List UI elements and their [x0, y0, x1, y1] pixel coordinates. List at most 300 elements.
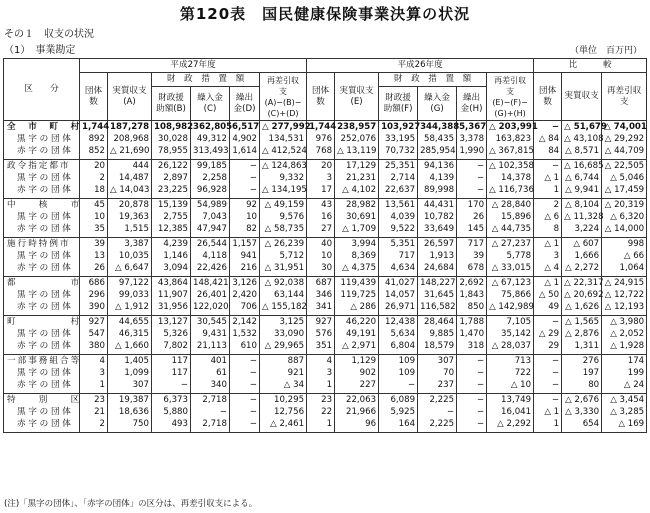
- cell-value: 313,493: [191, 145, 230, 160]
- cell-value: △ 66: [602, 250, 647, 262]
- header-kuridashi-27: 繰出金(D): [230, 87, 260, 121]
- table-row: [4, 394, 647, 407]
- row-label: 赤 字 の 団 体: [4, 301, 80, 316]
- cell-value: 108,982: [152, 121, 191, 134]
- cell-value: 4,634: [379, 262, 418, 277]
- cell-value: 3,224: [562, 223, 602, 238]
- cell-value: 1,614: [230, 145, 260, 160]
- cell-value: 46,220: [335, 316, 379, 329]
- cell-value: 187,278: [108, 121, 152, 134]
- cell-value: △ 13,119: [335, 145, 379, 160]
- cell-value: △ 31,951: [260, 262, 307, 277]
- cell-value: 31,645: [418, 289, 457, 301]
- cell-value: 109: [379, 355, 418, 368]
- header-count-26: 団体数: [307, 73, 335, 121]
- cell-value: −: [379, 379, 418, 394]
- cell-value: △ 29: [534, 328, 562, 340]
- cell-value: 30,691: [335, 211, 379, 223]
- cell-value: 5,367: [457, 121, 487, 134]
- cell-value: 3,126: [230, 277, 260, 290]
- cell-value: △ 22,317: [562, 277, 602, 290]
- cell-value: △ 44,709: [602, 145, 647, 160]
- cell-value: 3,378: [457, 133, 487, 145]
- row-label: 全 市 町 村: [4, 121, 80, 134]
- cell-value: 921: [260, 367, 307, 379]
- header-fy26: 平成26年度: [307, 59, 534, 73]
- cell-value: △ 3,330: [562, 406, 602, 418]
- cell-value: 1: [534, 184, 562, 199]
- cell-value: 998: [602, 238, 647, 251]
- cell-value: 21,966: [335, 406, 379, 418]
- cell-value: △ 134,195: [260, 184, 307, 199]
- cell-value: 238,957: [335, 121, 379, 134]
- cell-value: 2,225: [418, 394, 457, 407]
- cell-value: 7,802: [152, 340, 191, 355]
- cell-value: 103,927: [379, 121, 418, 134]
- cell-value: 686: [80, 277, 108, 290]
- cell-value: 902: [335, 367, 379, 379]
- cell-value: 706: [230, 301, 260, 316]
- cell-value: 285,954: [418, 145, 457, 160]
- cell-value: 318: [457, 340, 487, 355]
- cell-value: △ 2,971: [335, 340, 379, 355]
- cell-value: −: [457, 394, 487, 407]
- cell-value: −: [534, 367, 562, 379]
- cell-value: 768: [307, 145, 335, 160]
- table-row: [4, 367, 647, 379]
- cell-value: 4: [80, 355, 108, 368]
- cell-value: 99,185: [191, 160, 230, 173]
- cell-value: 2,714: [379, 172, 418, 184]
- cell-value: 2,692: [457, 277, 487, 290]
- header-cmp-saisa: 再差引収 支: [602, 73, 647, 121]
- cell-value: △ 22,505: [602, 160, 647, 173]
- cell-value: 941: [230, 250, 260, 262]
- cell-value: 1,913: [418, 250, 457, 262]
- cell-value: 1,788: [457, 316, 487, 329]
- cell-value: 49,191: [335, 328, 379, 340]
- cell-value: 7,105: [487, 316, 534, 329]
- cell-value: 6,373: [152, 394, 191, 407]
- table-row: [4, 238, 647, 251]
- cell-value: 22,426: [191, 262, 230, 277]
- cell-value: 119,439: [335, 277, 379, 290]
- cell-value: 11,907: [152, 289, 191, 301]
- cell-value: △ 74,001: [602, 121, 647, 134]
- cell-value: 362,805: [191, 121, 230, 134]
- cell-value: △ 29,292: [602, 133, 647, 145]
- cell-value: 276: [562, 355, 602, 368]
- cell-value: 10,035: [108, 250, 152, 262]
- cell-value: 380: [80, 340, 108, 355]
- subsection-heading: （1） 事業勘定: [4, 45, 76, 56]
- table-row: [4, 145, 647, 160]
- cell-value: 1,146: [152, 250, 191, 262]
- cell-value: 9,431: [191, 328, 230, 340]
- footnote: (注)「黒字の団体」、「赤字の団体」の区分は、再差引収支による。: [4, 499, 258, 509]
- cell-value: 96: [335, 418, 379, 433]
- cell-value: 390: [80, 301, 108, 316]
- table-row: [4, 211, 647, 223]
- cell-value: 13,561: [379, 199, 418, 212]
- cell-value: △ 1,709: [335, 223, 379, 238]
- cell-value: 29: [534, 340, 562, 355]
- header-zaisei-26: 財 政 措 置 額: [379, 73, 487, 87]
- cell-value: 26,122: [152, 160, 191, 173]
- table-header: [4, 59, 650, 121]
- cell-value: 8,369: [335, 250, 379, 262]
- cell-value: 44,431: [418, 199, 457, 212]
- cell-value: 927: [80, 316, 108, 329]
- cell-value: △ 6,744: [562, 172, 602, 184]
- cell-value: 344,388: [418, 121, 457, 134]
- cell-value: 26: [457, 211, 487, 223]
- cell-value: △ 84: [534, 133, 562, 145]
- cell-value: △ 4: [534, 262, 562, 277]
- cell-value: 1,129: [335, 355, 379, 368]
- cell-value: △ 3,454: [602, 394, 647, 407]
- cell-value: 2,420: [230, 289, 260, 301]
- cell-value: △ 367,815: [487, 145, 534, 160]
- cell-value: 18,579: [418, 340, 457, 355]
- cell-value: 145: [457, 223, 487, 238]
- cell-value: 1,311: [562, 340, 602, 355]
- cell-value: 1,064: [602, 262, 647, 277]
- cell-value: 20: [307, 160, 335, 173]
- cell-value: 30,028: [152, 133, 191, 145]
- cell-value: 13,749: [487, 394, 534, 407]
- cell-value: 3,387: [108, 238, 152, 251]
- cell-value: 10: [307, 250, 335, 262]
- cell-value: 3,125: [260, 316, 307, 329]
- cell-value: △ 6,647: [108, 262, 152, 277]
- cell-value: 208,968: [108, 133, 152, 145]
- cell-value: 346: [307, 289, 335, 301]
- cell-value: 80: [562, 379, 602, 394]
- cell-value: 89,998: [418, 184, 457, 199]
- cell-value: 9,332: [260, 172, 307, 184]
- cell-value: 19,363: [108, 211, 152, 223]
- cell-value: 30,545: [191, 316, 230, 329]
- cell-value: 2,142: [230, 316, 260, 329]
- cell-value: 2: [80, 418, 108, 433]
- cell-value: 16: [307, 211, 335, 223]
- cell-value: 6,804: [379, 340, 418, 355]
- cell-value: 14,487: [108, 172, 152, 184]
- cell-value: 43: [307, 199, 335, 212]
- cell-value: 6,517: [230, 121, 260, 134]
- cell-value: △ 6: [534, 211, 562, 223]
- cell-value: 45: [80, 199, 108, 212]
- cell-value: △ 8,104: [562, 199, 602, 212]
- cell-value: −: [230, 406, 260, 418]
- table-row: [4, 340, 647, 355]
- cell-value: 3,094: [152, 262, 191, 277]
- cell-value: △ 14,000: [602, 223, 647, 238]
- cell-value: 94,136: [418, 160, 457, 173]
- cell-value: 717: [457, 238, 487, 251]
- cell-value: 54,989: [191, 199, 230, 212]
- cell-value: 18: [80, 184, 108, 199]
- cell-value: 16,041: [487, 406, 534, 418]
- cell-value: 21,231: [335, 172, 379, 184]
- cell-value: 927: [307, 316, 335, 329]
- cell-value: 1,532: [230, 328, 260, 340]
- table-row: [4, 121, 647, 134]
- cell-value: △ 14,043: [108, 184, 152, 199]
- cell-value: 252,076: [335, 133, 379, 145]
- row-label: 黒 字 の 団 体: [4, 289, 80, 301]
- cell-value: 6,089: [379, 394, 418, 407]
- cell-value: 341: [307, 301, 335, 316]
- cell-value: 3: [307, 172, 335, 184]
- cell-value: −: [457, 379, 487, 394]
- cell-value: −: [230, 184, 260, 199]
- cell-value: △ 49,159: [260, 199, 307, 212]
- cell-value: 5,326: [152, 328, 191, 340]
- cell-value: 174: [602, 355, 647, 368]
- table-row: [4, 199, 647, 212]
- cell-value: △ 102,358: [487, 160, 534, 173]
- cell-value: 122,020: [191, 301, 230, 316]
- cell-value: △ 9,941: [562, 184, 602, 199]
- cell-value: 99,033: [108, 289, 152, 301]
- cell-value: 26,971: [379, 301, 418, 316]
- cell-value: △ 58,735: [260, 223, 307, 238]
- cell-value: △ 286: [335, 301, 379, 316]
- cell-value: −: [152, 379, 191, 394]
- cell-value: 713: [487, 355, 534, 368]
- cell-value: 58,435: [418, 133, 457, 145]
- cell-value: −: [534, 394, 562, 407]
- cell-value: 40: [307, 238, 335, 251]
- cell-value: 4,139: [418, 172, 457, 184]
- cell-value: 163,823: [487, 133, 534, 145]
- cell-value: △ 1,928: [602, 340, 647, 355]
- cell-value: 13,127: [152, 316, 191, 329]
- cell-value: −: [230, 418, 260, 433]
- cell-value: 2: [80, 172, 108, 184]
- cell-value: △ 21,690: [108, 145, 152, 160]
- row-label: 政令指定都市: [4, 160, 80, 173]
- cell-value: −: [534, 379, 562, 394]
- cell-value: 892: [80, 133, 108, 145]
- cell-value: 1: [534, 418, 562, 433]
- cell-value: 1: [80, 379, 108, 394]
- cell-value: 26,544: [191, 238, 230, 251]
- cell-value: 10,295: [260, 394, 307, 407]
- cell-value: △ 28,037: [487, 340, 534, 355]
- cell-value: −: [534, 355, 562, 368]
- cell-value: 33,195: [379, 133, 418, 145]
- cell-value: −: [534, 160, 562, 173]
- cell-value: △ 4,375: [335, 262, 379, 277]
- row-label: 赤 字 の 団 体: [4, 223, 80, 238]
- cell-value: 12,385: [152, 223, 191, 238]
- cell-value: 75,866: [487, 289, 534, 301]
- cell-value: 33,649: [418, 223, 457, 238]
- cell-value: 493: [152, 418, 191, 433]
- cell-value: 116,582: [418, 301, 457, 316]
- cell-value: 20,878: [108, 199, 152, 212]
- cell-value: △ 11,328: [562, 211, 602, 223]
- cell-value: 2,258: [191, 172, 230, 184]
- table-row: [4, 262, 647, 277]
- row-label: 赤 字 の 団 体: [4, 184, 80, 199]
- cell-value: △ 607: [562, 238, 602, 251]
- cell-value: 197: [562, 367, 602, 379]
- cell-value: △ 3,285: [602, 406, 647, 418]
- cell-value: 1,666: [562, 250, 602, 262]
- cell-value: △ 51,679: [562, 121, 602, 134]
- cell-value: 1,744: [307, 121, 335, 134]
- table-row: [4, 301, 647, 316]
- table-row: [4, 133, 647, 145]
- table-row: [4, 250, 647, 262]
- cell-value: −: [534, 121, 562, 134]
- cell-value: 27: [307, 223, 335, 238]
- cell-value: 237: [418, 379, 457, 394]
- cell-value: △ 12,193: [602, 301, 647, 316]
- cell-value: 22,637: [379, 184, 418, 199]
- cell-value: 3,994: [335, 238, 379, 251]
- cell-value: △ 4,102: [335, 184, 379, 199]
- cell-value: −: [457, 418, 487, 433]
- cell-value: 15,896: [487, 211, 534, 223]
- cell-value: 24,684: [418, 262, 457, 277]
- header-count-27: 団体数: [80, 73, 108, 121]
- cell-value: 7,043: [191, 211, 230, 223]
- row-label: 赤 字 の 団 体: [4, 340, 80, 355]
- cell-value: △ 2,876: [562, 328, 602, 340]
- row-label: 黒 字 の 団 体: [4, 328, 80, 340]
- cell-value: 28,464: [418, 316, 457, 329]
- header-saisa-27: 再差引収 支 (A)−(B)−(C)+(D): [260, 73, 307, 121]
- cell-value: 22,063: [335, 394, 379, 407]
- cell-value: 1,405: [108, 355, 152, 368]
- cell-value: 9,576: [260, 211, 307, 223]
- header-jisshitsu-27: 実質収支 (A): [108, 73, 152, 121]
- cell-value: 25,351: [379, 160, 418, 173]
- cell-value: 21,113: [191, 340, 230, 355]
- cell-value: 199: [602, 367, 647, 379]
- cell-value: 227: [335, 379, 379, 394]
- cell-value: 5,880: [152, 406, 191, 418]
- cell-value: 47,947: [191, 223, 230, 238]
- row-label: 赤 字 の 団 体: [4, 262, 80, 277]
- cell-value: −: [418, 406, 457, 418]
- cell-value: △ 2,292: [487, 418, 534, 433]
- cell-value: △ 124,863: [260, 160, 307, 173]
- page-title: 第120表 国民健康保険事業決算の状況: [179, 5, 471, 23]
- cell-value: 12,438: [379, 316, 418, 329]
- header-fy27: 平成27年度: [80, 59, 307, 73]
- unit-label: （単位 百万円）: [569, 46, 642, 56]
- cell-value: −: [457, 355, 487, 368]
- cell-value: 19,387: [108, 394, 152, 407]
- cell-value: 30: [307, 262, 335, 277]
- row-label: 赤 字 の 団 体: [4, 418, 80, 433]
- row-label: 黒 字 の 団 体: [4, 367, 80, 379]
- cell-value: △ 2,461: [260, 418, 307, 433]
- cell-value: 117: [152, 367, 191, 379]
- table-row: [4, 223, 647, 238]
- row-label: 黒 字 の 団 体: [4, 172, 80, 184]
- cell-value: 678: [457, 262, 487, 277]
- cell-value: 4,902: [230, 133, 260, 145]
- cell-value: 13: [80, 250, 108, 262]
- cell-value: 976: [307, 133, 335, 145]
- cell-value: 70,732: [379, 145, 418, 160]
- cell-value: 23: [80, 394, 108, 407]
- cell-value: 9,885: [418, 328, 457, 340]
- cell-value: 1,990: [457, 145, 487, 160]
- cell-value: 23,225: [152, 184, 191, 199]
- header-kurinyu-27: 繰入金(C): [191, 87, 230, 121]
- row-label: 一部事務組合等: [4, 355, 80, 368]
- cell-value: △ 412,524: [260, 145, 307, 160]
- cell-value: △ 169: [602, 418, 647, 433]
- cell-value: −: [457, 172, 487, 184]
- cell-value: 351: [307, 340, 335, 355]
- header-jisshitsu-26: 実質収支 (E): [335, 73, 379, 121]
- cell-value: −: [457, 367, 487, 379]
- cell-value: 46,315: [108, 328, 152, 340]
- cell-value: △ 12,722: [602, 289, 647, 301]
- cell-value: △ 2,052: [602, 328, 647, 340]
- cell-value: 722: [487, 367, 534, 379]
- section-heading: その１ 収支の状況: [4, 29, 94, 40]
- cell-value: 1: [307, 418, 335, 433]
- cell-value: △ 20,319: [602, 199, 647, 212]
- cell-value: △ 5,046: [602, 172, 647, 184]
- cell-value: △ 26,239: [260, 238, 307, 251]
- cell-value: 340: [191, 379, 230, 394]
- header-zaisei-27: 財 政 措 置 額: [152, 73, 260, 87]
- header-cmp-count: 団体数: [534, 73, 562, 121]
- cell-value: 14,057: [379, 289, 418, 301]
- row-label: 施行時特例市: [4, 238, 80, 251]
- cell-value: 296: [80, 289, 108, 301]
- cell-value: −: [230, 394, 260, 407]
- cell-value: 39: [80, 238, 108, 251]
- cell-value: △ 24,915: [602, 277, 647, 290]
- cell-value: △ 20,692: [562, 289, 602, 301]
- cell-value: 654: [562, 418, 602, 433]
- cell-value: △ 1: [534, 406, 562, 418]
- cell-value: 5,925: [379, 406, 418, 418]
- cell-value: △ 1: [534, 277, 562, 290]
- header-saisa-26: 再差引収 支 (E)−(F)−(G)+(H): [487, 73, 534, 121]
- cell-value: △ 1,565: [562, 316, 602, 329]
- cell-value: 43,864: [152, 277, 191, 290]
- cell-value: 576: [307, 328, 335, 340]
- cell-value: 3: [80, 367, 108, 379]
- cell-value: △ 10: [487, 379, 534, 394]
- cell-value: −: [534, 316, 562, 329]
- cell-value: 10,782: [418, 211, 457, 223]
- row-label: 黒 字 の 団 体: [4, 406, 80, 418]
- cell-value: 5,778: [487, 250, 534, 262]
- cell-value: 92: [230, 199, 260, 212]
- cell-value: 63,144: [260, 289, 307, 301]
- cell-value: −: [230, 160, 260, 173]
- cell-value: △ 29,965: [260, 340, 307, 355]
- cell-value: △ 142,989: [487, 301, 534, 316]
- cell-value: △ 6,320: [602, 211, 647, 223]
- header-kubun: 区 分: [4, 59, 80, 121]
- cell-value: 41,027: [379, 277, 418, 290]
